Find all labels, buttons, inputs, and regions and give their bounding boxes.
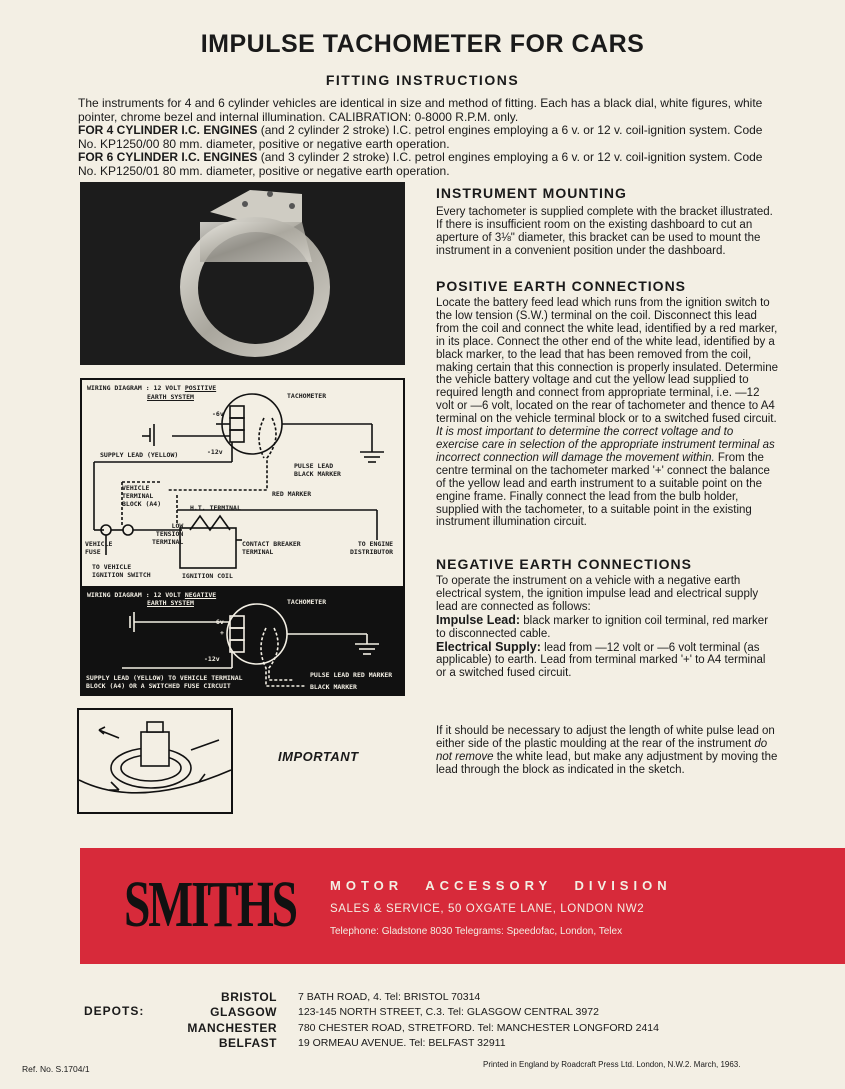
intro-paragraph-3 xyxy=(78,151,778,178)
mounting-text: Every tachometer is supplied complete with the bracket illustrated. If there is insufficient room on the existing dashboard to cut an aperture of 3⅛" diameter, this bracket can be used to mount the instrument in a convenient position under the dashboard. xyxy=(436,206,773,257)
diagram-pos-minus12-label: -12v xyxy=(207,448,223,456)
diagram-pos-coil-label: IGNITION COIL xyxy=(182,572,233,580)
four-cylinder-heading: FOR 4 CYLINDER I.C. ENGINES xyxy=(78,123,258,137)
positive-earth-warning: It is most important to determine the correct voltage and to exercise care in selection of the appropriate instrument terminal as incorrect connection will damage the movement within. xyxy=(436,426,775,464)
positive-earth-heading: POSITIVE EARTH CONNECTIONS xyxy=(436,278,687,294)
diagram-pos-vtb-label: VEHICLE TERMINAL BLOCK (A4) xyxy=(122,484,162,508)
diagram-neg-title: WIRING DIAGRAM : 12 VOLT NEGATIVE xyxy=(87,591,217,599)
adjustment-sketch xyxy=(77,708,233,814)
impulse-lead-label: Impulse Lead: xyxy=(436,612,521,627)
negative-earth-heading: NEGATIVE EARTH CONNECTIONS xyxy=(436,556,692,572)
diagram-neg-title-2: EARTH SYSTEM xyxy=(147,599,194,607)
six-cylinder-text: (and 3 cylinder 2 stroke) I.C. petrol engines employing a 6 v. or 12 v. coil-ignition system. Code No. KP1250/01 80 mm. diameter, positive or negative earth operation. xyxy=(78,150,763,178)
depot-row: BELFAST 19 ORMEAU AVENUE. Tel: BELFAST 32911 xyxy=(218,1036,506,1051)
diagram-pos-lt-label: LOW TENSION TERMINAL xyxy=(152,522,184,546)
depot-row: GLASGOW 123-145 NORTH STREET, C.3. Tel: GLASGOW CENTRAL 3972 xyxy=(210,1005,599,1020)
diagram-pos-minus6-label: -6v xyxy=(212,410,224,418)
diagram-neg-minus12-label: -12v xyxy=(204,655,220,663)
adjustment-text: If it should be necessary to adjust the length of white pulse lead on either side of the plastic moulding at the rear of the instrument do not remove the white lead, but make any adjustment by moving the lead through the block as indicated in the sketch. xyxy=(436,725,778,776)
diagram-neg-plus-label: + xyxy=(220,629,224,637)
important-label: IMPORTANT xyxy=(278,749,359,764)
division-telephone: Telephone: Gladstone 8030 Telegrams: Speedofac, London, Telex xyxy=(330,926,623,937)
division-name: MOTOR ACCESSORY DIVISION xyxy=(330,878,672,893)
depots-list xyxy=(160,989,659,1051)
six-cylinder-heading: FOR 6 CYLINDER I.C. ENGINES xyxy=(78,150,258,164)
four-cylinder-text: (and 2 cylinder 2 stroke) I.C. petrol engines employing a 6 v. or 12 v. coil-ignition system. Code No. KP1250/00 80 mm. diameter, positive or negative earth operation. xyxy=(78,123,763,151)
diagram-pos-pulse-label: PULSE LEAD BLACK MARKER xyxy=(294,462,341,478)
positive-earth-text: Locate the battery feed lead which runs from the ignition switch to the low tension (S.W.) terminal on the coil. Disconnect this lead from the coil and connect the white lead, identified by a red marker, in its place. Connect the other end of the white lead, identified by a black marker, to the lead that has been removed from the coil, making certain that this connection is properly insulated. Determine the vehicle battery voltage and cut the yellow lead supplied to required length and connect from appropriate terminal, i.e. —12 volt or —6 volt, located on the rear of tachometer and thence to A4 terminal on the vehicle terminal block or to a switched fused circuit. It is most important to determine the correct voltage and to exercise care in selection of the appropriate instrument terminal as incorrect connection will damage the movement within. From the centre terminal on the tachometer marked '+' connect the balance of the yellow lead and earth instrument to a suitable point on the engine frame. Finally connect the lead from the bulb holder, supplied with the tachometer, to a suitable point in the existing instrument illumination circuit. xyxy=(436,297,778,529)
diagram-neg-minus6-label: -6v xyxy=(212,618,224,626)
diagram-pos-title: WIRING DIAGRAM : 12 VOLT POSITIVE xyxy=(87,384,217,392)
diagram-pos-supply-label: SUPPLY LEAD (YELLOW) xyxy=(100,451,179,459)
page-subtitle: FITTING INSTRUCTIONS xyxy=(325,72,520,88)
electrical-supply-label: Electrical Supply: xyxy=(436,639,541,654)
division-address: SALES & SERVICE, 50 OXGATE LANE, LONDON NW2 xyxy=(330,903,645,915)
diagram-pos-cb-label: CONTACT BREAKER TERMINAL xyxy=(242,540,301,556)
diagram-neg-tachometer-label: TACHOMETER xyxy=(287,598,327,606)
diagram-neg-black-marker-label: BLACK MARKER xyxy=(310,683,357,691)
page-title: IMPULSE TACHOMETER FOR CARS xyxy=(200,30,645,58)
negative-earth-text: To operate the instrument on a vehicle with a negative earth electrical system, the ignition impulse lead and electrical supply lead are connected as follows: Impulse Lead: black marker to ignition coil terminal, red marker to disconnected cable. Electrical Supply: lead from —12 volt or —6 volt terminal (as applicable) to earth. Lead from terminal marked '+' to A4 terminal or a switched fused circuit. xyxy=(436,575,769,680)
depot-row: MANCHESTER 780 CHESTER ROAD, STRETFORD. Tel: MANCHESTER LONGFORD 2414 xyxy=(187,1020,659,1035)
diagram-pos-tachometer-label: TACHOMETER xyxy=(287,392,327,400)
depot-row: BRISTOL 7 BATH ROAD, 4. Tel: BRISTOL 70314 xyxy=(221,989,481,1004)
intro-text xyxy=(78,97,778,178)
diagram-pos-fuse-label: VEHICLE FUSE xyxy=(85,540,113,556)
depots-label: DEPOTS: xyxy=(84,1004,145,1018)
diagram-neg-supply-label: SUPPLY LEAD (YELLOW) TO VEHICLE TERMINAL BLOCK (A4) OR A SWITCHED FUSE CIRCUIT xyxy=(86,674,243,690)
diagram-pos-ht-label: H.T. TERMINAL xyxy=(190,504,241,512)
diagram-neg-pulse-label: PULSE LEAD RED MARKER xyxy=(310,671,393,679)
intro-paragraph-1: The instruments for 4 and 6 cylinder vehicles are identical in size and method of fitting. Each has a black dial, white figures, white pointer, chrome bezel and internal illumination. CALIBRATION: 0-8000 R.P.M. only. xyxy=(78,96,763,124)
smiths-banner xyxy=(80,848,845,964)
bracket-photo xyxy=(80,182,405,365)
intro-paragraph-2 xyxy=(78,124,778,151)
mounting-heading: INSTRUMENT MOUNTING xyxy=(436,185,627,201)
diagram-pos-ignition-switch-label: TO VEHICLE IGNITION SWITCH xyxy=(92,563,151,579)
printer-credit: Printed in England by Roadcraft Press Ltd. London, N.W.2. March, 1963. xyxy=(483,1060,741,1069)
diagram-pos-distributor-label: TO ENGINE DISTRIBUTOR xyxy=(350,540,394,556)
smiths-logo: SMITHS xyxy=(124,868,296,941)
wiring-diagram-positive xyxy=(80,378,405,590)
wiring-diagram-negative xyxy=(80,586,405,696)
diagram-pos-plus-label: + xyxy=(220,420,224,428)
reference-number: Ref. No. S.1704/1 xyxy=(22,1064,90,1074)
diagram-pos-red-marker-label: RED MARKER xyxy=(272,490,312,498)
diagram-pos-title-2: EARTH SYSTEM xyxy=(147,393,194,401)
